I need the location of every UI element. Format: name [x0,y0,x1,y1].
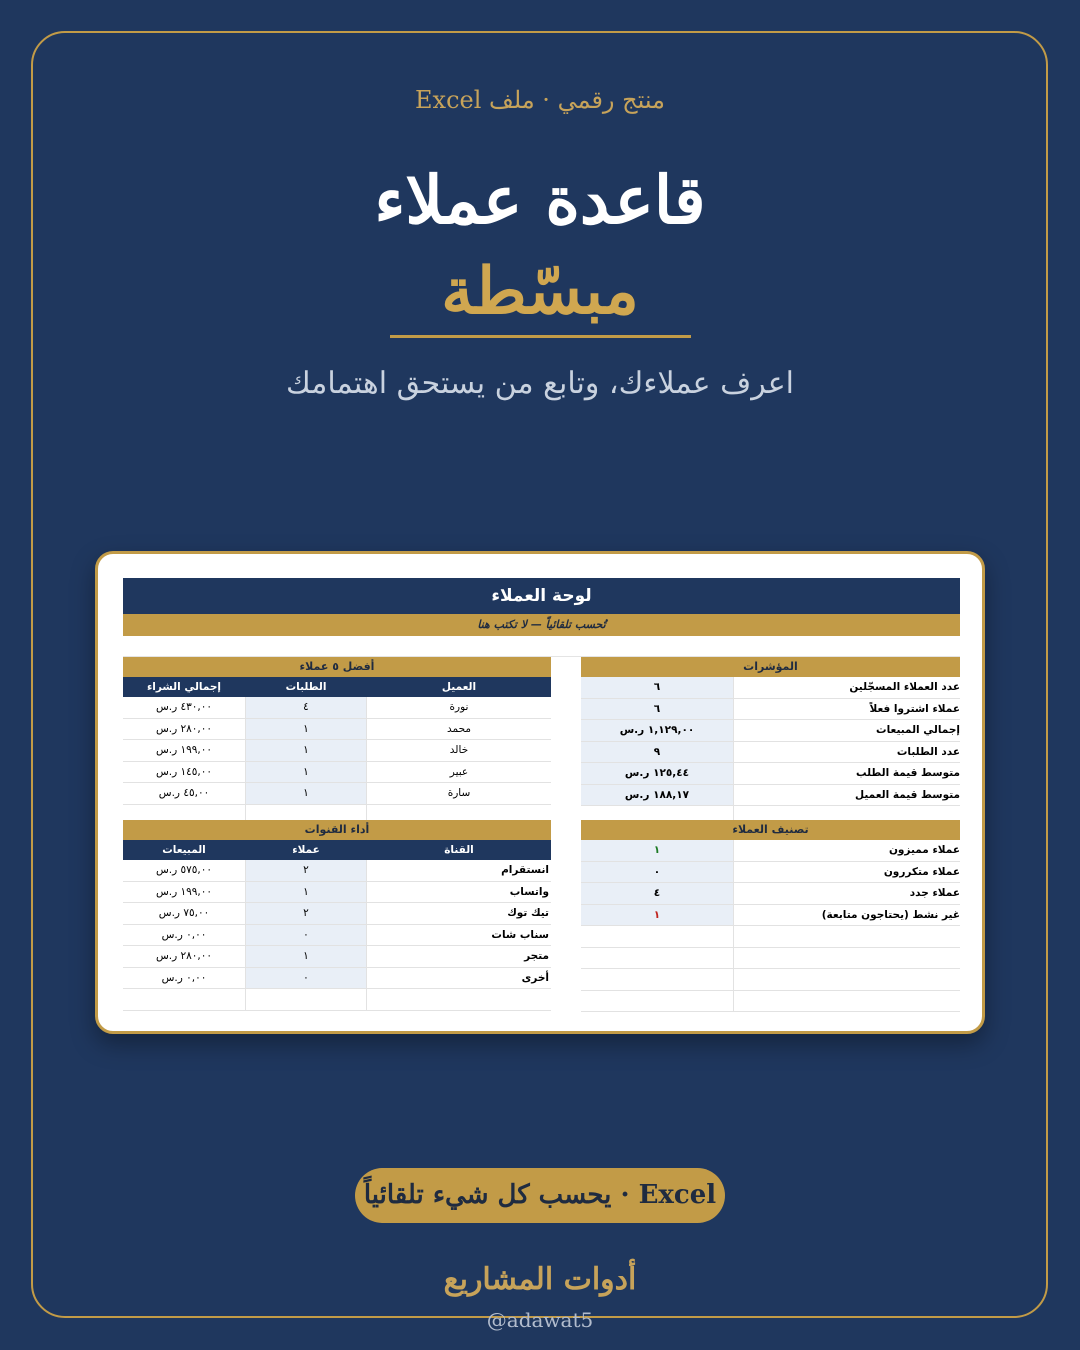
cell-customers: ١ [245,882,367,903]
panels-bottom [123,820,960,1006]
kpi-label: متوسط قيمة الطلب [856,767,960,779]
table-row[interactable] [123,882,551,904]
cell-customer: خالد [449,744,469,756]
kpi-label: عدد العملاء المسجّلين [849,681,960,693]
cell-channel: واتساب [509,885,549,898]
social-handle[interactable]: @adawat5 [486,1308,594,1332]
cell-total: ١٩٩,٠٠ ر.س [155,744,213,756]
channels-header [123,840,551,860]
cell-customers: ٠ [245,968,367,989]
kpi-value: ١٨٨,١٧ ر.س [581,785,734,806]
cell-total: ٢٨٠,٠٠ ر.س [155,722,213,735]
kpi-row[interactable] [581,742,960,764]
segment-label: غير نشط (يحتاجون متابعة) [821,908,960,921]
cell-customer: نورة [449,701,469,713]
segment-value: ٤ [581,883,734,904]
col-header-orders: الطلبات [285,681,327,693]
excel-feature-badge: Excel · يحسب كل شيء تلقائياً [355,1168,725,1223]
kpi-row[interactable] [581,785,960,807]
col-header-customer: العميل [441,681,477,693]
col-header-customers: عملاء [292,844,320,856]
segment-label: عملاء مميزون [888,844,960,856]
cell-channel: تيك توك [507,907,549,919]
segment-row[interactable] [581,883,960,905]
cell-orders: ١ [245,762,367,783]
segment-row[interactable] [581,840,960,862]
segment-value: ٠ [581,862,734,883]
empty-row [581,991,960,1013]
cell-channel: انستقرام [501,864,549,876]
cell-orders: ١ [245,783,367,804]
kpi-row[interactable] [581,763,960,785]
spacer-row [123,636,960,657]
cell-total: ٤٥,٠٠ ر.س [158,787,210,799]
kpi-title: المؤشرات [581,657,960,677]
cell-orders: ١ [245,740,367,761]
segment-value: ١ [581,840,734,861]
table-row[interactable] [123,946,551,968]
sheet-title: لوحة العملاء [123,578,960,614]
title-line-2: مبسّطة [441,254,639,329]
cell-channel: سناب شات [491,928,549,941]
table-row[interactable] [123,740,551,762]
cell-customers: ٢ [245,860,367,881]
empty-row [581,969,960,991]
table-row[interactable] [123,903,551,925]
cell-channel: متجر [524,950,549,962]
top-customers-panel [123,657,551,826]
segment-row[interactable] [581,905,960,927]
cell-customer: سارة [447,787,471,799]
kpi-row[interactable] [581,699,960,721]
channels-title: أداء القنوات [123,820,551,840]
kpi-label: عدد الطلبات [896,745,960,758]
kpi-row[interactable] [581,720,960,742]
sheet-note: تُحسب تلقائياً — لا تكتب هنا [123,614,960,636]
channels-panel [123,820,551,1011]
kpi-label: متوسط قيمة العميل [855,788,960,801]
segment-label: عملاء جدد [909,887,960,899]
cell-orders: ١ [245,719,367,740]
segment-value: ١ [581,905,734,926]
table-row[interactable] [123,762,551,784]
cell-total: ٤٣٠,٠٠ ر.س [155,701,213,713]
cell-sales: ٠,٠٠ ر.س [161,928,207,941]
empty-row [581,948,960,970]
kpi-value: ٦ [581,699,734,720]
cell-customer: محمد [447,722,471,735]
table-row[interactable] [123,719,551,741]
brand-name: أدوات المشاريع [443,1262,637,1297]
cell-orders: ٤ [245,697,367,718]
empty-row [581,926,960,948]
cell-total: ١٤٥,٠٠ ر.س [155,765,213,778]
col-header-channel: القناة [444,844,474,856]
segment-row[interactable] [581,862,960,884]
cell-sales: ٥٧٥,٠٠ ر.س [155,864,213,876]
kpi-value: ١,١٢٩,٠٠ ر.س [581,720,734,741]
col-header-total: إجمالي الشراء [146,681,222,693]
cell-customers: ٢ [245,903,367,924]
product-subtitle: منتج رقمي · ملف Excel [415,86,665,114]
spreadsheet-preview-card [95,551,985,1034]
cell-sales: ٧٥,٠٠ ر.س [158,907,210,919]
kpi-value: ١٢٥,٤٤ ر.س [581,763,734,784]
cell-sales: ١٩٩,٠٠ ر.س [155,885,213,898]
kpi-value: ٩ [581,742,734,763]
empty-row [123,989,551,1011]
cell-customers: ٠ [245,925,367,946]
kpi-row[interactable] [581,677,960,699]
segments-panel [581,820,960,1012]
kpi-label: عملاء اشتروا فعلاً [869,702,960,715]
top-customers-header [123,677,551,697]
title-line-1: قاعدة عملاء [374,161,706,239]
title-underline [390,335,691,338]
cell-sales: ٠,٠٠ ر.س [161,971,207,984]
table-row[interactable] [123,697,551,719]
kpi-label: إجمالي المبيعات [876,724,960,736]
segments-title: تصنيف العملاء [581,820,960,840]
dashboard-sheet [123,578,960,1006]
table-row[interactable] [123,860,551,882]
table-row[interactable] [123,783,551,805]
cell-customers: ١ [245,946,367,967]
table-row[interactable] [123,925,551,947]
tagline: اعرف عملاءك، وتابع من يستحق اهتمامك [285,366,795,401]
panels-top [123,657,960,820]
kpi-panel [581,657,960,828]
top-customers-title: أفضل ٥ عملاء [123,657,551,677]
kpi-value: ٦ [581,677,734,698]
table-row[interactable] [123,968,551,990]
col-header-sales: المبيعات [162,844,206,856]
cell-customer: عبير [449,765,469,778]
cell-sales: ٢٨٠,٠٠ ر.س [155,950,213,962]
cell-channel: أخرى [521,971,549,984]
segment-label: عملاء متكررون [883,865,960,878]
